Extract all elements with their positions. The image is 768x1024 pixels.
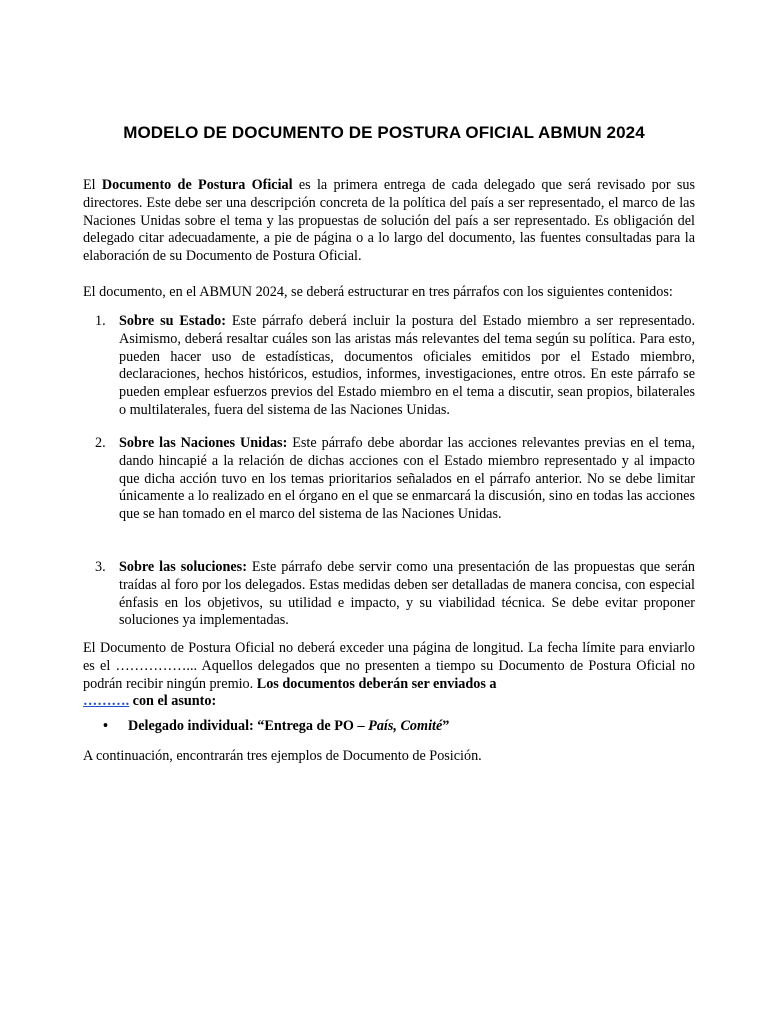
list-item-text bbox=[119, 559, 695, 630]
list-item-body: Este párrafo debe servir como una presentación de las propuestas que serán traídas al foro por los delegados. Estas medidas deben ser detalladas de manera concisa, con especial énfasis en los objetivos, su utilidad e impacto, y su viabilidad técnica. Se debe evitar proponer soluciones ya implementadas. bbox=[119, 559, 695, 629]
list-item-number: 2. bbox=[95, 435, 106, 451]
list-item-heading: Sobre su Estado: bbox=[119, 313, 226, 329]
intro-bold: Documento de Postura Oficial bbox=[101, 177, 293, 193]
bullet-italic: País, Comité bbox=[368, 718, 443, 734]
closing-text: El Documento de Postura Oficial no deberá exceder una página de longitud. La fecha límite para enviarlo es el ……………... Aquellos delegados que no presenten a tiempo su Documento de Postura Oficial no podrán recibir ningún premio. bbox=[83, 640, 695, 692]
email-link[interactable]: ………. bbox=[83, 693, 130, 710]
list-item-heading: Sobre las Naciones Unidas: bbox=[119, 435, 288, 451]
closing-paragraph bbox=[83, 640, 695, 711]
list-item-number: 3. bbox=[95, 559, 106, 575]
list-item-heading: Sobre las soluciones: bbox=[119, 559, 247, 575]
bullet-text bbox=[128, 718, 449, 736]
document-title: MODELO DE DOCUMENTO DE POSTURA OFICIAL ABMUN 2024 bbox=[123, 123, 645, 142]
list-item-body: Este párrafo debe abordar las acciones relevantes previas en el tema, dando hincapié a la relación de dichas acciones con el Estado miembro representado y al impacto que dicha acción tuvo en los temas prioritarios señalados en el párrafo anterior. No se debe limitar únicamente a lo realizado en el órgano en el que se enmarcará la discusión, sino en todas las acciones que se han tomado en el marco del sistema de las Naciones Unidas. bbox=[119, 435, 695, 523]
bullet-icon: • bbox=[103, 718, 108, 734]
structure-paragraph: El documento, en el ABMUN 2024, se deberá estructurar en tres párrafos con los siguientes contenidos: bbox=[83, 284, 673, 300]
closing-bold: Los documentos deberán ser enviados a bbox=[256, 675, 497, 692]
closing-after-link: con el asunto: bbox=[129, 693, 217, 710]
bullet-label: Delegado individual: “Entrega de PO – bbox=[128, 718, 369, 734]
intro-post: es la primera entrega de cada delegado que será revisado por sus directores. Este debe ser una descripción concreta de la política del país a ser representado, el marco de las Naciones Unidas sobre el tema y las propuestas de solución del país a ser representado. Es obligación del delegado citar adecuadamente, a pie de página o a lo largo del documento, las fuentes consultadas para la elaboración de su Documento de Postura Oficial. bbox=[83, 177, 695, 265]
intro-paragraph bbox=[83, 177, 695, 266]
bullet-end: ” bbox=[442, 718, 450, 734]
final-paragraph: A continuación, encontrarán tres ejemplos de Documento de Posición. bbox=[83, 748, 482, 764]
list-item-text bbox=[119, 435, 695, 524]
list-item-body: Este párrafo deberá incluir la postura del Estado miembro a ser representado. Asimismo, deberá resaltar cuáles son las aristas más relevantes del tema según su política. Para esto, pueden hacer uso de estadísticas, documentos oficiales emitidos por el Estado miembro, declaraciones, hechos históricos, estudios, informes, investigaciones, entre otros. En este párrafo se pueden emplear esfuerzos previos del Estado miembro en el tema a discutir, sean propios, bilaterales o multilaterales, fuera del sistema de las Naciones Unidas. bbox=[119, 313, 695, 418]
list-item-number: 1. bbox=[95, 313, 106, 329]
list-item-text bbox=[119, 313, 695, 420]
intro-pre: El bbox=[83, 177, 102, 193]
